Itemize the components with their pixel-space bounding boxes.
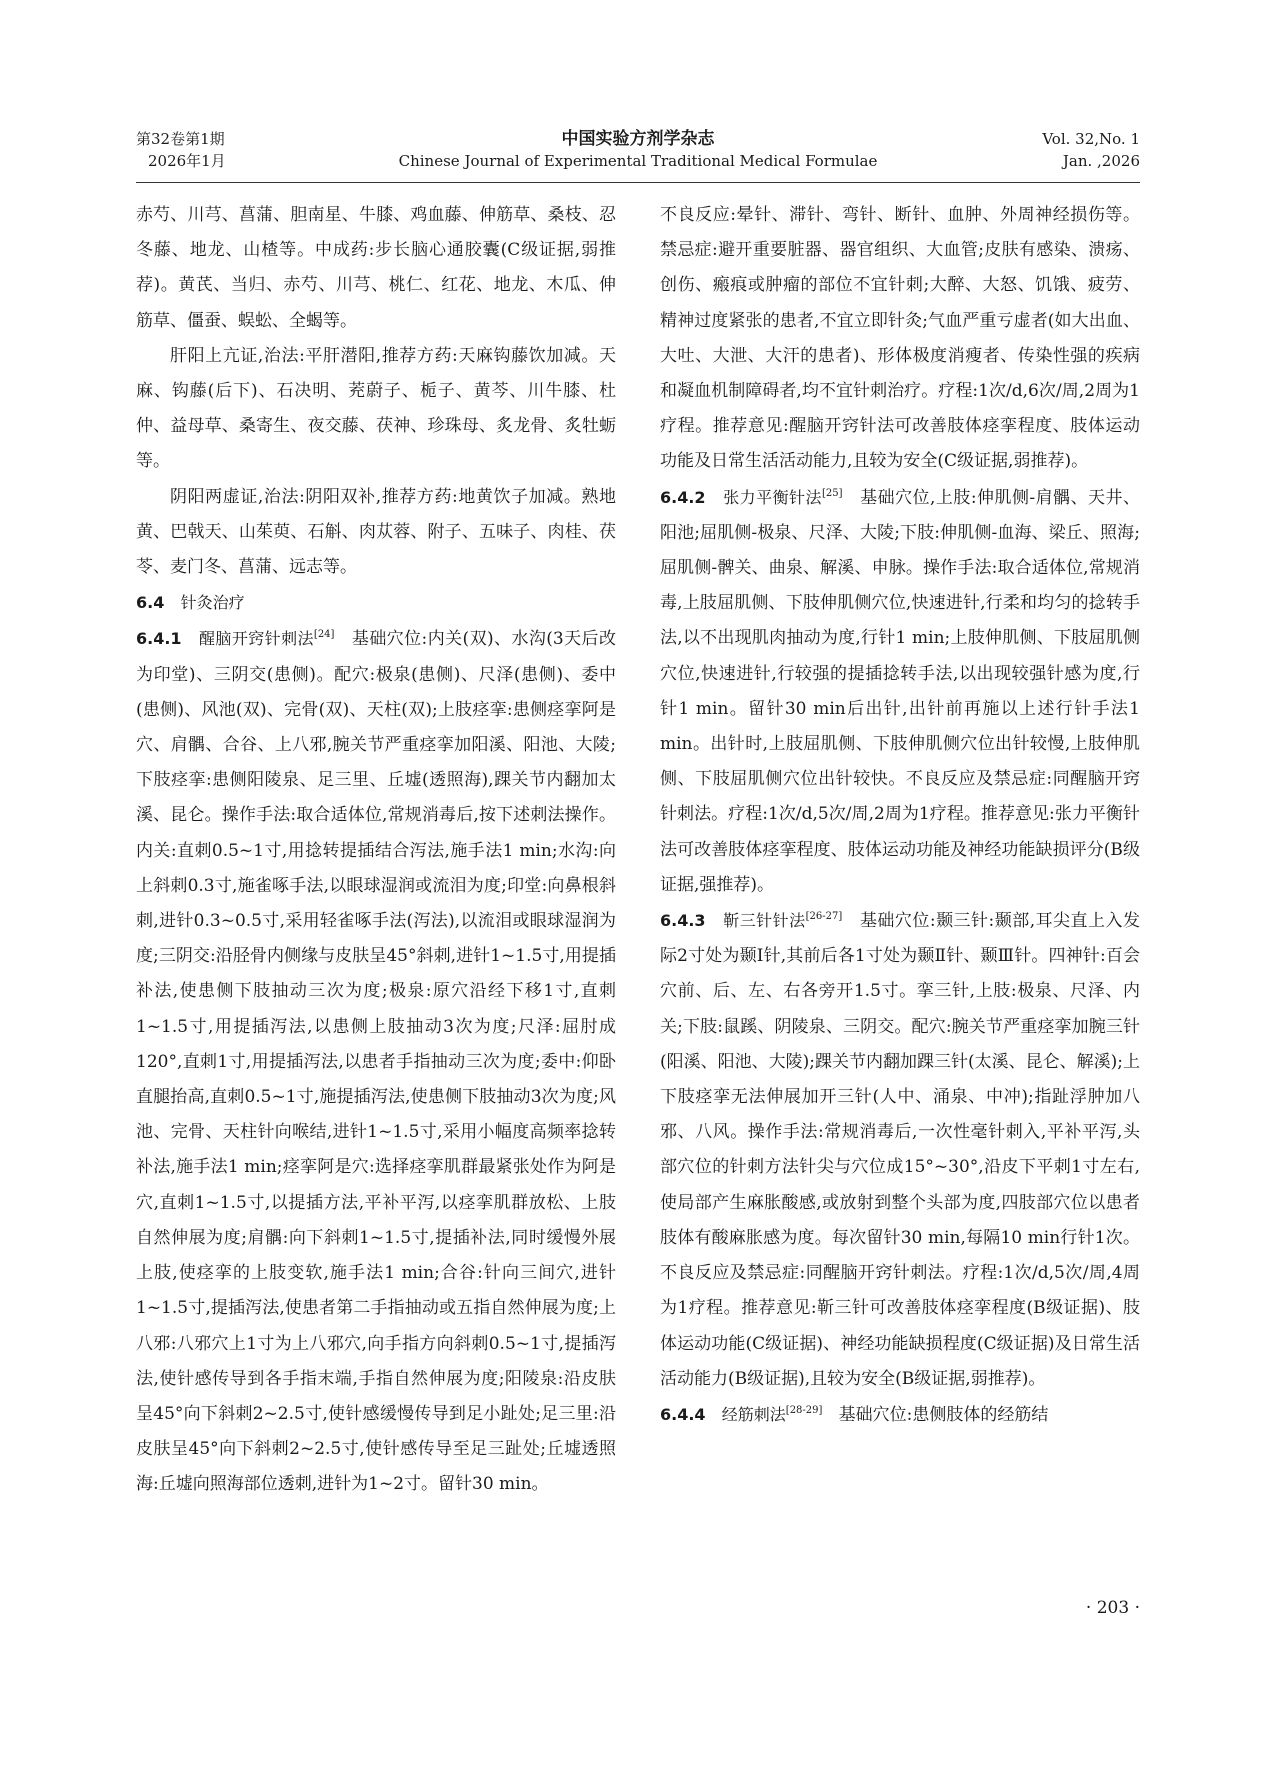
subsection-body: 基础穴位:患侧肢体的经筋结 xyxy=(838,1404,1049,1425)
subsection-body: 基础穴位:颞三针:颞部,耳尖直上入发际2寸处为颞Ⅰ针,其前后各1寸处为颞Ⅱ针、颞Ⅲ针。四神针:百会穴前、后、左、右各旁开1.5寸。挛三针,上肢:极泉、尺泽、内关;下肢:鼠蹊、阴陵泉、三阴交。配穴:腕关节严重痉挛加腕三针(阳溪、阳池、大陵);踝关节内翻加踝三针(太溪、昆仑、解溪);上下肢痉挛无法伸展加开三针(人中、涌泉、中冲);指趾浮肿加八邪、八风。操作手法:常规消毒后,一次性毫针刺入,平补平泻,头部穴位的针刺方法针尖与穴位成15°~30°,沿皮下平刺1寸左右,使局部产生麻胀酸感,或放射到整个头部为度,四肢部穴位以患者肢体有酸麻胀感为度。每次留针30 min,每隔10 min行针1次。不良反应及禁忌症:同醒脑开窍针刺法。疗程:1次/d,5次/周,4周为1疗程。推荐意见:靳三针可改善肢体痉挛程度(B级证据)、肢体运动功能(C级证据)、神经功能缺损程度(C级证据)及日常生活活动能力(B级证据),且较为安全(B级证据,弱推荐)。 xyxy=(660,911,1140,1389)
header-volume-issue-en xyxy=(1042,128,1140,172)
section-heading xyxy=(136,585,616,621)
left-column xyxy=(136,198,616,1503)
paragraph: 肝阳上亢证,治法:平肝潜阳,推荐方药:天麻钩藤饮加减。天麻、钩藤(后下)、石决明、茺蔚子、栀子、黄芩、川牛膝、杜仲、益母草、桑寄生、夜交藤、茯神、珍珠母、炙龙骨、炙牡蛎等。 xyxy=(136,345,616,472)
header-volume: 第32卷第1期 xyxy=(136,130,225,148)
paragraph: 阴阳两虚证,治法:阴阳双补,推荐方药:地黄饮子加减。熟地黄、巴戟天、山茱萸、石斛、肉苁蓉、附子、五味子、肉桂、茯苓、麦门冬、菖蒲、远志等。 xyxy=(136,486,616,578)
section-title: 针灸治疗 xyxy=(180,593,245,613)
citation: [26-27] xyxy=(805,911,843,923)
subsection-title: 靳三针针法 xyxy=(723,911,806,931)
citation: [28-29] xyxy=(785,1404,823,1416)
subsection-title: 经筋刺法 xyxy=(721,1404,786,1424)
header-date-en: Jan. ,2026 xyxy=(1062,152,1140,170)
subsection-body: 基础穴位,上肢:伸肌侧-肩髃、天井、阳池;屈肌侧-极泉、尺泽、大陵;下肢:伸肌侧-血海、梁丘、照海;屈肌侧-髀关、曲泉、解溪、申脉。操作手法:取合适体位,常规消毒,上肢屈肌侧、下肢伸肌侧穴位,快速进针,行柔和均匀的捻转手法,以不出现肌肉抽动为度,行针1 min;上肢伸肌侧、下肢屈肌侧穴位,快速进针,行较强的提插捻转手法,以出现较强针感为度,行针1 min。留针30 min后出针,出针前再施以上述行针手法1 min。出针时,上肢屈肌侧、下肢伸肌侧穴位出针较慢,上肢伸肌侧、下肢屈肌侧穴位出针较快。不良反应及禁忌症:同醒脑开窍针刺法。疗程:1次/d,5次/周,2周为1疗程。推荐意见:张力平衡针法可改善肢体痉挛程度、肢体运动功能及神经功能缺损评分(B级证据,强推荐)。 xyxy=(660,487,1140,895)
subsection-title: 张力平衡针法 xyxy=(723,487,822,507)
header-rule xyxy=(136,182,1140,183)
paragraph: 不良反应:晕针、滞针、弯针、断针、血肿、外周神经损伤等。禁忌症:避开重要脏器、器官组织、大血管;皮肤有感染、溃疡、创伤、瘢痕或肿瘤的部位不宜针刺;大醉、大怒、饥饿、疲劳、精神过度紧张的患者,不宜立即针灸;气血严重亏虚者(如大出血、大吐、大泄、大汗的患者)、形体极度消瘦者、传染性强的疾病和凝血机制障碍者,均不宜针刺治疗。疗程:1次/d,6次/周,2周为1疗程。推荐意见:醒脑开窍针法可改善肢体痉挛程度、肢体运动功能及日常生活活动能力,且较为安全(C级证据,弱推荐)。 xyxy=(660,205,1140,472)
right-column xyxy=(660,198,1140,1433)
journal-title-en: Chinese Journal of Experimental Traditional Medical Formulae xyxy=(398,152,878,170)
subsection-number: 6.4.2 xyxy=(660,487,706,507)
page-number: · 203 · xyxy=(1085,1598,1140,1618)
journal-title-cn: 中国实验方剂学杂志 xyxy=(561,129,715,149)
paragraph: 赤芍、川芎、菖蒲、胆南星、牛膝、鸡血藤、伸筋草、桑枝、忍冬藤、地龙、山楂等。中成药:步长脑心通胶囊(C级证据,弱推荐)。黄芪、当归、赤芍、川芎、桃仁、红花、地龙、木瓜、伸筋草、僵蚕、蜈蚣、全蝎等。 xyxy=(136,205,616,331)
subsection-body: 基础穴位:内关(双)、水沟(3天后改为印堂)、三阴交(患侧)。配穴:极泉(患侧)、尺泽(患侧)、委中(患侧)、风池(双)、完骨(双)、天柱(双);上肢痉挛:患侧痉挛阿是穴、肩髃、合谷、上八邪,腕关节严重痉挛加阳溪、阳池、大陵;下肢痉挛:患侧阳陵泉、足三里、丘墟(透照海),踝关节内翻加太溪、昆仑。操作手法:取合适体位,常规消毒后,按下述刺法操作。内关:直刺0.5~1寸,用捻转提插结合泻法,施手法1 min;水沟:向上斜刺0.3寸,施雀啄手法,以眼球湿润或流泪为度;印堂:向鼻根斜刺,进针0.3~0.5寸,采用轻雀啄手法(泻法),以流泪或眼球湿润为度;三阴交:沿胫骨内侧缘与皮肤呈45°斜刺,进针1~1.5寸,用提插补法,使患侧下肢抽动三次为度;极泉:原穴沿经下移1寸,直刺1~1.5寸,用提插泻法,以患侧上肢抽动3次为度;尺泽:屈肘成120°,直刺1寸,用提插泻法,以患者手指抽动三次为度;委中:仰卧直腿抬高,直刺0.5~1寸,施提插泻法,使患侧下肢抽动3次为度;风池、完骨、天柱针向喉结,进针1~1.5寸,采用小幅度高频率捻转补法,施手法1 min;痉挛阿是穴:选择痉挛肌群最紧张处作为阿是穴,直刺1~1.5寸,以提插方法,平补平泻,以痉挛肌群放松、上肢自然伸展为度;肩髃:向下斜刺1~1.5寸,提插补法,同时缓慢外展上肢,使痉挛的上肢变软,施手法1 min;合谷:针向三间穴,进针1~1.5寸,提插泻法,使患者第二手指抽动或五指自然伸展为度;上八邪:八邪穴上1寸为上八邪穴,向手指方向斜刺0.5~1寸,提插泻法,使针感传导到各手指末端,手指自然伸展为度;阳陵泉:沿皮肤呈45°向下斜刺2~2.5寸,使针感缓慢传导到足小趾处;足三里:沿皮肤呈45°向下斜刺2~2.5寸,使针感传导至足三趾处;丘墟透照海:丘墟向照海部位透刺,进针为1~2寸。留针30 min。 xyxy=(136,629,616,1495)
header-volume-en: Vol. 32,No. 1 xyxy=(1042,130,1140,148)
header-journal xyxy=(136,128,1140,172)
section-number: 6.4 xyxy=(136,593,165,613)
subsection-6-4-1 xyxy=(136,621,616,1502)
subsection-6-4-2 xyxy=(660,480,1140,903)
subsection-6-4-4 xyxy=(660,1397,1140,1433)
subsection-6-4-3 xyxy=(660,903,1140,1397)
citation: [25] xyxy=(822,487,843,499)
running-header xyxy=(136,128,1140,184)
subsection-number: 6.4.1 xyxy=(136,629,182,649)
header-date: 2026年1月 xyxy=(148,152,226,170)
citation: [24] xyxy=(313,629,335,641)
subsection-number: 6.4.3 xyxy=(660,911,706,931)
subsection-title: 醒脑开窍针刺法 xyxy=(199,629,314,649)
subsection-number: 6.4.4 xyxy=(660,1404,706,1424)
